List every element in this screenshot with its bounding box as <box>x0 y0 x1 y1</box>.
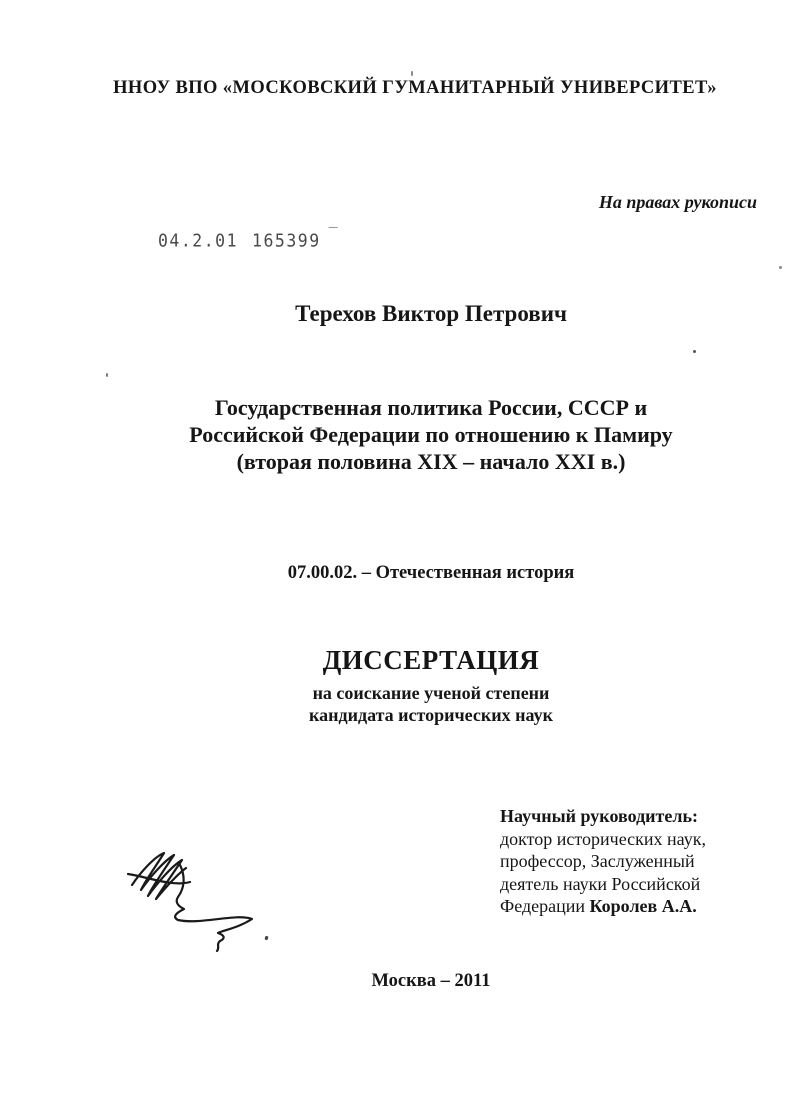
degree-purpose-line: на соискание ученой степени <box>312 683 550 703</box>
title-line-1: Государственная политика России, СССР и <box>214 395 648 420</box>
author-name: Терехов Виктор Петрович <box>295 301 567 326</box>
title-line-3: (вторая половина XIX – начало XXI в.) <box>236 449 626 474</box>
title-line-2: Российской Федерации по отношению к Памиру <box>189 422 673 447</box>
signature-icon <box>118 843 268 958</box>
manuscript-rights-note: На правах рукописи <box>598 192 757 212</box>
supervisor-label: Научный руководитель: <box>500 806 698 826</box>
document-type-heading: ДИССЕРТАЦИЯ <box>322 645 540 675</box>
city-year-line: Москва – 2011 <box>371 971 491 991</box>
stamp-code: 04.2.01 <box>158 230 239 251</box>
supervisor-line-3: деятель науки Российской <box>500 873 701 894</box>
degree-name-line: кандидата исторических наук <box>309 705 553 725</box>
stamp-number: 165399 <box>252 230 321 251</box>
supervisor-line-2: профессор, Заслуженный <box>500 851 695 871</box>
supervisor-name: Королев А.А. <box>589 896 697 916</box>
scan-speck <box>411 71 413 76</box>
scan-speck <box>779 266 782 269</box>
supervisor-line-1: доктор исторических наук, <box>500 828 706 849</box>
scan-speck <box>693 350 696 353</box>
supervisor-line-4 <box>500 895 762 918</box>
stamp-mark: ‾ <box>328 224 340 244</box>
specialty-code: 07.00.02. – Отечественная история <box>287 563 575 583</box>
library-stamp-number <box>158 224 339 251</box>
institution-name: ННОУ ВПО «МОСКОВСКИЙ ГУМАНИТАРНЫЙ УНИВЕРСИТЕТ» <box>113 78 717 98</box>
handwritten-signature <box>118 843 268 958</box>
scan-speck <box>106 373 108 377</box>
supervisor-block <box>500 805 762 918</box>
supervisor-line-4-text: Федерации <box>500 896 586 916</box>
dissertation-title <box>65 394 797 475</box>
